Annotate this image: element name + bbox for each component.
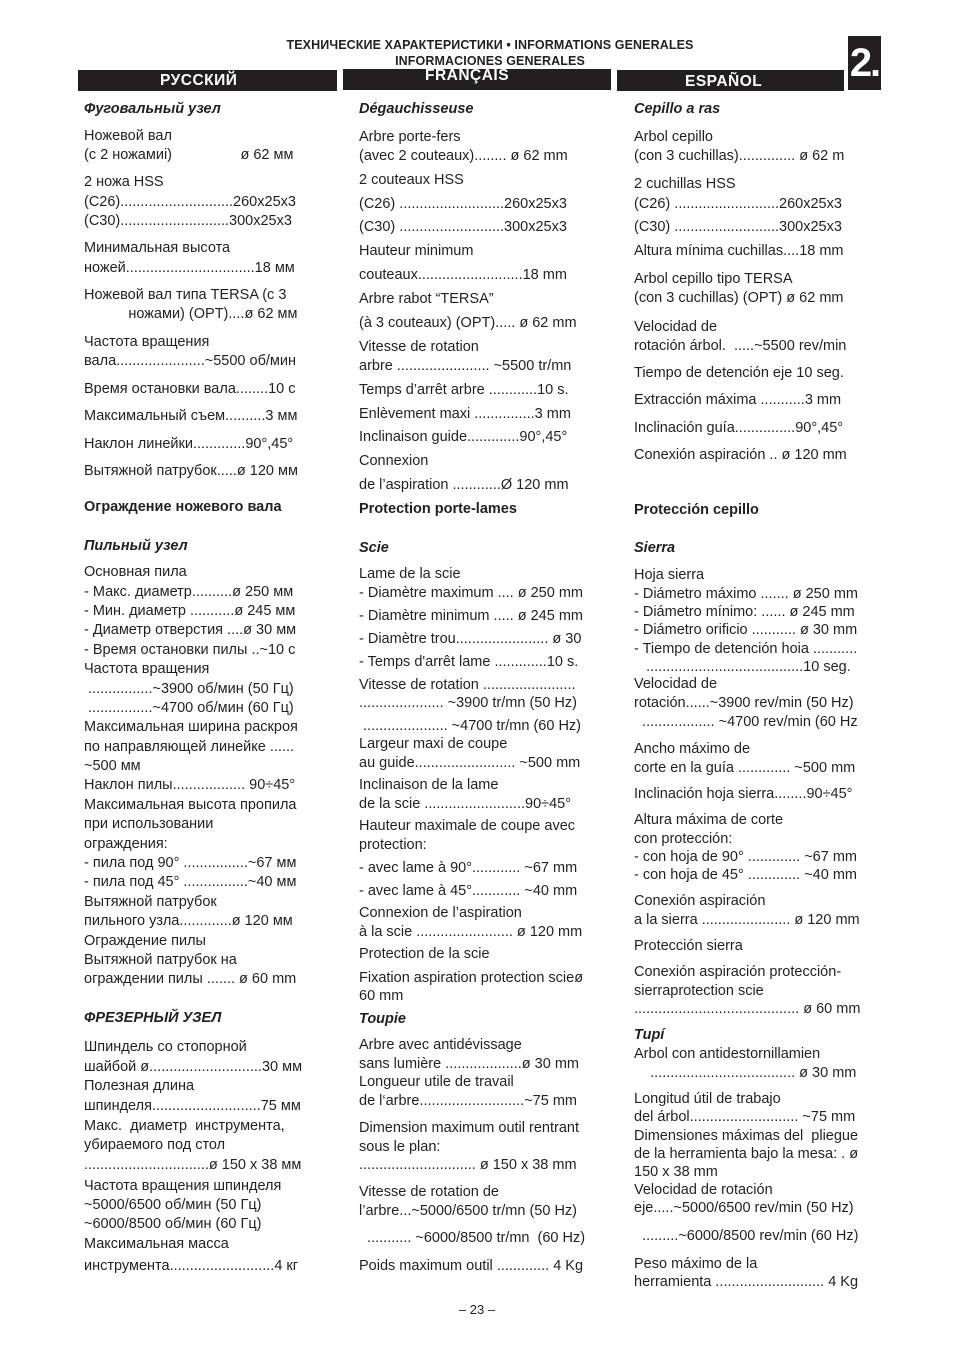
column-french bbox=[359, 0, 599, 1351]
section-heading: Toupie bbox=[359, 1011, 406, 1027]
spec-line: rotación......~3900 rev/min (50 Hz) bbox=[634, 695, 854, 711]
spec-line: - avec lame à 45°............ ~40 mm bbox=[359, 883, 578, 899]
spec-line: Inclinación guía...............90°,45° bbox=[634, 420, 844, 436]
spec-line: de l‘arbre..........................~75 mm bbox=[359, 1093, 577, 1109]
spec-line: Inclinaison de la lame bbox=[359, 777, 499, 793]
section-heading: Scie bbox=[359, 540, 389, 556]
spec-line: Largeur maxi de coupe bbox=[359, 736, 508, 752]
spec-line: 2 ножа HSS bbox=[84, 174, 164, 190]
spec-line: - avec lame à 90°............ ~67 mm bbox=[359, 860, 578, 876]
spec-line: Hoja sierra bbox=[634, 567, 705, 583]
spec-line: - Diamètre minimum ..... ø 245 mm bbox=[359, 608, 583, 624]
spec-line: .................. ~4700 rev/min (60 Hz bbox=[634, 714, 858, 730]
spec-line: Velocidad de bbox=[634, 676, 718, 692]
spec-line: (con 3 cuchillas) (OPT) ø 62 mm bbox=[634, 290, 844, 306]
spec-line: Velocidad de rotación bbox=[634, 1182, 773, 1198]
spec-line: Arbre avec antidévissage bbox=[359, 1037, 522, 1053]
spec-line: (C26)............................260x25x3 bbox=[84, 194, 296, 210]
spec-line: Lame de la scie bbox=[359, 566, 461, 582]
spec-line: con protección: bbox=[634, 831, 733, 847]
spec-line: Temps d’arrêt arbre ............10 s. bbox=[359, 382, 569, 398]
spec-line: .......................................10 seg. bbox=[634, 659, 851, 675]
spec-line: инструмента..........................4 кг bbox=[84, 1258, 299, 1274]
spec-line: sierraprotection scie bbox=[634, 983, 764, 999]
spec-line: Максимальная масса bbox=[84, 1236, 229, 1252]
spec-line: protection: bbox=[359, 837, 427, 853]
spec-line: Ancho máximo de bbox=[634, 741, 751, 757]
spec-line: ..................... ~3900 tr/mn (50 Hz) bbox=[359, 695, 577, 711]
spec-line: ................~3900 об/мин (50 Гц) bbox=[84, 681, 294, 697]
spec-line: del árbol........................... ~75 mm bbox=[634, 1109, 856, 1125]
spec-line: .................................... ø 30 mm bbox=[634, 1065, 857, 1081]
column-header-french: FRANÇAIS bbox=[343, 69, 611, 90]
spec-line: Arbre porte-fers bbox=[359, 129, 461, 145]
spec-line: eje.....~5000/6500 rev/min (50 Hz) bbox=[634, 1200, 854, 1216]
spec-line: Velocidad de bbox=[634, 319, 718, 335]
spec-line: Dimension maximum outil rentrant bbox=[359, 1120, 579, 1136]
spec-line: au guide......................... ~500 mm bbox=[359, 755, 581, 771]
spec-line: sous le plan: bbox=[359, 1139, 441, 1155]
spec-line: пильного узла.............ø 120 мм bbox=[84, 913, 293, 929]
section-subheading: Protection porte-lames bbox=[359, 501, 517, 517]
spec-line: Наклон пилы.................. 90÷45° bbox=[84, 777, 296, 793]
spec-line: шпинделя...........................75 мм bbox=[84, 1098, 301, 1114]
spec-line: .........~6000/8500 rev/min (60 Hz) bbox=[634, 1228, 859, 1244]
spec-line: ...............................ø 150 х 38 мм bbox=[84, 1157, 302, 1173]
section-heading: Dégauchisseuse bbox=[359, 101, 474, 117]
spec-line: - Tiempo de detención hoia ........... bbox=[634, 641, 858, 657]
spec-line: Vitesse de rotation bbox=[359, 339, 479, 355]
spec-line: Ножевой вал bbox=[84, 128, 172, 144]
spec-line: Вытяжной патрубок bbox=[84, 894, 217, 910]
spec-line: - Diamètre trou....................... ø 30 bbox=[359, 631, 582, 647]
spec-line: ............................. ø 150 x 38 mm bbox=[359, 1157, 577, 1173]
spec-line: Полезная длина bbox=[84, 1078, 195, 1094]
spec-line: Вытяжной патрубок.....ø 120 мм bbox=[84, 463, 298, 479]
spec-line: corte en la guía ............. ~500 mm bbox=[634, 760, 856, 776]
spec-line: Максимальная ширина раскроя bbox=[84, 719, 298, 735]
page-number: – 23 – bbox=[458, 1302, 496, 1317]
spec-line: (C30) ..........................300x25x3 bbox=[359, 219, 567, 235]
spec-line: Conexión aspiración bbox=[634, 893, 766, 909]
section-heading: Tupí bbox=[634, 1027, 665, 1043]
spec-line: Protección sierra bbox=[634, 938, 743, 954]
spec-line: ограждения: bbox=[84, 836, 168, 852]
spec-line: ~6000/8500 об/мин (60 Гц) bbox=[84, 1216, 262, 1232]
spec-line: - Diámetro mínimo: ...... ø 245 mm bbox=[634, 604, 855, 620]
spec-line: - пила под 90° ................~67 мм bbox=[84, 855, 297, 871]
spec-line: Вытяжной патрубок на bbox=[84, 952, 237, 968]
spec-line: de l’aspiration ............Ø 120 mm bbox=[359, 477, 569, 493]
spec-line: arbre ....................... ~5500 tr/mn bbox=[359, 358, 572, 374]
spec-line: Peso máximo de la bbox=[634, 1256, 758, 1272]
spec-line: Altura mínima cuchillas....18 mm bbox=[634, 243, 844, 259]
spec-line: Частота вращения bbox=[84, 334, 210, 350]
chapter-badge: 2. bbox=[848, 36, 881, 90]
spec-line: ножами) (OPT)....ø 62 мм bbox=[84, 306, 298, 322]
spec-line: Conexión aspiración protección- bbox=[634, 964, 842, 980]
spec-line: убираемого под стол bbox=[84, 1137, 226, 1153]
spec-line: Vitesse de rotation de bbox=[359, 1184, 499, 1200]
spec-line: - Время остановки пилы ..~10 с bbox=[84, 642, 296, 658]
spec-line: Longueur utile de travail bbox=[359, 1074, 514, 1090]
spec-line: Poids maximum outil ............. 4 Kg bbox=[359, 1258, 584, 1274]
spec-line: Максимальный съем..........3 мм bbox=[84, 408, 298, 424]
spec-line: Hauteur maximale de coupe avec bbox=[359, 818, 576, 834]
spec-line: (C26) ..........................260x25x3 bbox=[634, 196, 842, 212]
spec-line: ................~4700 об/мин (60 Гц) bbox=[84, 700, 294, 716]
spec-line: Основная пила bbox=[84, 564, 187, 580]
spec-line: - con hoja de 90° ............. ~67 mm bbox=[634, 849, 858, 865]
spec-line: (C30)...........................300x25x3 bbox=[84, 213, 292, 229]
spec-line: couteaux..........................18 mm bbox=[359, 267, 567, 283]
column-header-russian: РУССКИЙ bbox=[78, 70, 337, 91]
spec-line: Connexion bbox=[359, 453, 429, 469]
spec-line: Наклон линейки.............90°,45° bbox=[84, 436, 294, 452]
spec-line: Inclinaison guide.............90°,45° bbox=[359, 429, 568, 445]
spec-line: (C30) ..........................300x25x3 bbox=[634, 219, 842, 235]
spec-line: 2 couteaux HSS bbox=[359, 172, 464, 188]
spec-line: Altura máxima de corte bbox=[634, 812, 784, 828]
spec-line: Vitesse de rotation ....................... bbox=[359, 677, 576, 693]
section-heading: Пильный узел bbox=[84, 538, 188, 554]
spec-line: ограждении пилы ....... ø 60 mm bbox=[84, 971, 297, 987]
section-heading: ФРЕЗЕРНЫЙ УЗЕЛ bbox=[84, 1010, 222, 1026]
spec-line: Dimensiones máximas del pliegue bbox=[634, 1128, 859, 1144]
spec-line: herramienta ........................... 4 Kg bbox=[634, 1274, 859, 1290]
spec-line: rotación árbol. .....~5500 rev/min bbox=[634, 338, 847, 354]
column-russian bbox=[84, 0, 336, 1351]
spec-line: при использовании bbox=[84, 816, 214, 832]
spec-line: Hauteur minimum bbox=[359, 243, 474, 259]
spec-line: - Temps d'arrêt lame .............10 s. bbox=[359, 654, 579, 670]
spec-line: Arbol cepillo tipo TERSA bbox=[634, 271, 793, 287]
spec-line: ножей................................18 мм bbox=[84, 260, 295, 276]
spec-line: вала......................~5500 об/мин bbox=[84, 353, 296, 369]
spec-line: ~5000/6500 об/мин (50 Гц) bbox=[84, 1197, 262, 1213]
spec-line: - con hoja de 45° ............. ~40 mm bbox=[634, 867, 858, 883]
spec-line: Время остановки вала........10 с bbox=[84, 381, 296, 397]
spec-line: Частота вращения bbox=[84, 661, 210, 677]
spec-line: (с 2 ножамиi) ø 62 мм bbox=[84, 147, 294, 163]
spec-line: - Мин. диаметр ...........ø 245 мм bbox=[84, 603, 296, 619]
section-subheading: Ограждение ножевого вала bbox=[84, 499, 282, 515]
header-line-2: INFORMACIONES GENERALES bbox=[395, 54, 585, 68]
spec-line: по направляющей линейке ...... bbox=[84, 739, 295, 755]
spec-line: l’arbre...~5000/6500 tr/mn (50 Hz) bbox=[359, 1203, 578, 1219]
spec-line: - пила под 45° ................~40 мм bbox=[84, 874, 297, 890]
spec-line: Макс. диаметр инструмента, bbox=[84, 1118, 285, 1134]
spec-line: ........... ~6000/8500 tr/mn (60 Hz) bbox=[359, 1230, 586, 1246]
spec-line: (C26) ..........................260x25x3 bbox=[359, 196, 567, 212]
spec-line: de la herramienta bajo la mesa: . ø bbox=[634, 1146, 859, 1162]
spec-line: - Diámetro máximo ....... ø 250 mm bbox=[634, 586, 858, 602]
spec-line: шайбой ø............................30 мм bbox=[84, 1059, 303, 1075]
spec-line: Шпиндель со стопорной bbox=[84, 1039, 247, 1055]
spec-line: Tiempo de detención eje 10 seg. bbox=[634, 365, 844, 381]
spec-line: Conexión aspiración .. ø 120 mm bbox=[634, 447, 847, 463]
spec-line: Protection de la scie bbox=[359, 946, 490, 962]
spec-line: ..................... ~4700 tr/mn (60 Hz) bbox=[359, 718, 582, 734]
spec-line: Максимальная высота пропила bbox=[84, 797, 297, 813]
spec-line: de la scie .........................90÷45° bbox=[359, 796, 572, 812]
spec-line: à la scie ........................ ø 120 mm bbox=[359, 924, 583, 940]
spec-line: sans lumière ...................ø 30 mm bbox=[359, 1056, 579, 1072]
spec-line: Longitud útil de trabajo bbox=[634, 1091, 781, 1107]
spec-line: (à 3 couteaux) (OPT)..... ø 62 mm bbox=[359, 315, 577, 331]
spec-line: Arbol con antidestornillamien bbox=[634, 1046, 821, 1062]
spec-line: 2 cuchillas HSS bbox=[634, 176, 736, 192]
section-subheading: Protección cepillo bbox=[634, 502, 759, 518]
spec-line: Inclinación hoja sierra........90÷45° bbox=[634, 786, 853, 802]
spec-line: Connexion de l’aspiration bbox=[359, 905, 522, 921]
spec-line: - Макс. диаметр..........ø 250 мм bbox=[84, 584, 294, 600]
spec-line: Ограждение пилы bbox=[84, 933, 206, 949]
spec-line: ~500 мм bbox=[84, 758, 141, 774]
spec-line: Частота вращения шпинделя bbox=[84, 1178, 282, 1194]
column-spanish bbox=[634, 0, 874, 1351]
spec-line: Arbre rabot “TERSA” bbox=[359, 291, 494, 307]
header-line-1: ТЕХНИЧЕСКИЕ ХАРАКТЕРИСТИКИ • INFORMATIONS GENERALES bbox=[286, 38, 694, 52]
section-heading: Cepillo a ras bbox=[634, 101, 721, 117]
spec-line: 150 x 38 mm bbox=[634, 1164, 718, 1180]
spec-line: Ножевой вал типа TERSA (с 3 bbox=[84, 287, 287, 303]
section-heading: Sierra bbox=[634, 540, 676, 556]
spec-line: a la sierra ...................... ø 120 mm bbox=[634, 912, 860, 928]
spec-line: Extracción máxima ...........3 mm bbox=[634, 392, 842, 408]
spec-line: Минимальная высота bbox=[84, 240, 231, 256]
spec-line: (con 3 cuchillas).............. ø 62 m bbox=[634, 148, 845, 164]
spec-line: Enlèvement maxi ...............3 mm bbox=[359, 406, 571, 422]
spec-line: - Diámetro orificio ........... ø 30 mm bbox=[634, 622, 858, 638]
spec-line: (avec 2 couteaux)........ ø 62 mm bbox=[359, 148, 568, 164]
spec-line: - Diamètre maximum .... ø 250 mm bbox=[359, 585, 583, 601]
spec-line: - Диаметр отверстия ....ø 30 мм bbox=[84, 622, 297, 638]
spec-line: Arbol cepillo bbox=[634, 129, 713, 145]
spec-line: Fixation aspiration protection scieø bbox=[359, 970, 584, 986]
column-header-spanish: ESPAÑOL bbox=[617, 70, 844, 91]
spec-line: 60 mm bbox=[359, 988, 404, 1004]
section-heading: Фуговальный узел bbox=[84, 101, 221, 117]
spec-line: ......................................... ø 60 mm bbox=[634, 1001, 861, 1017]
